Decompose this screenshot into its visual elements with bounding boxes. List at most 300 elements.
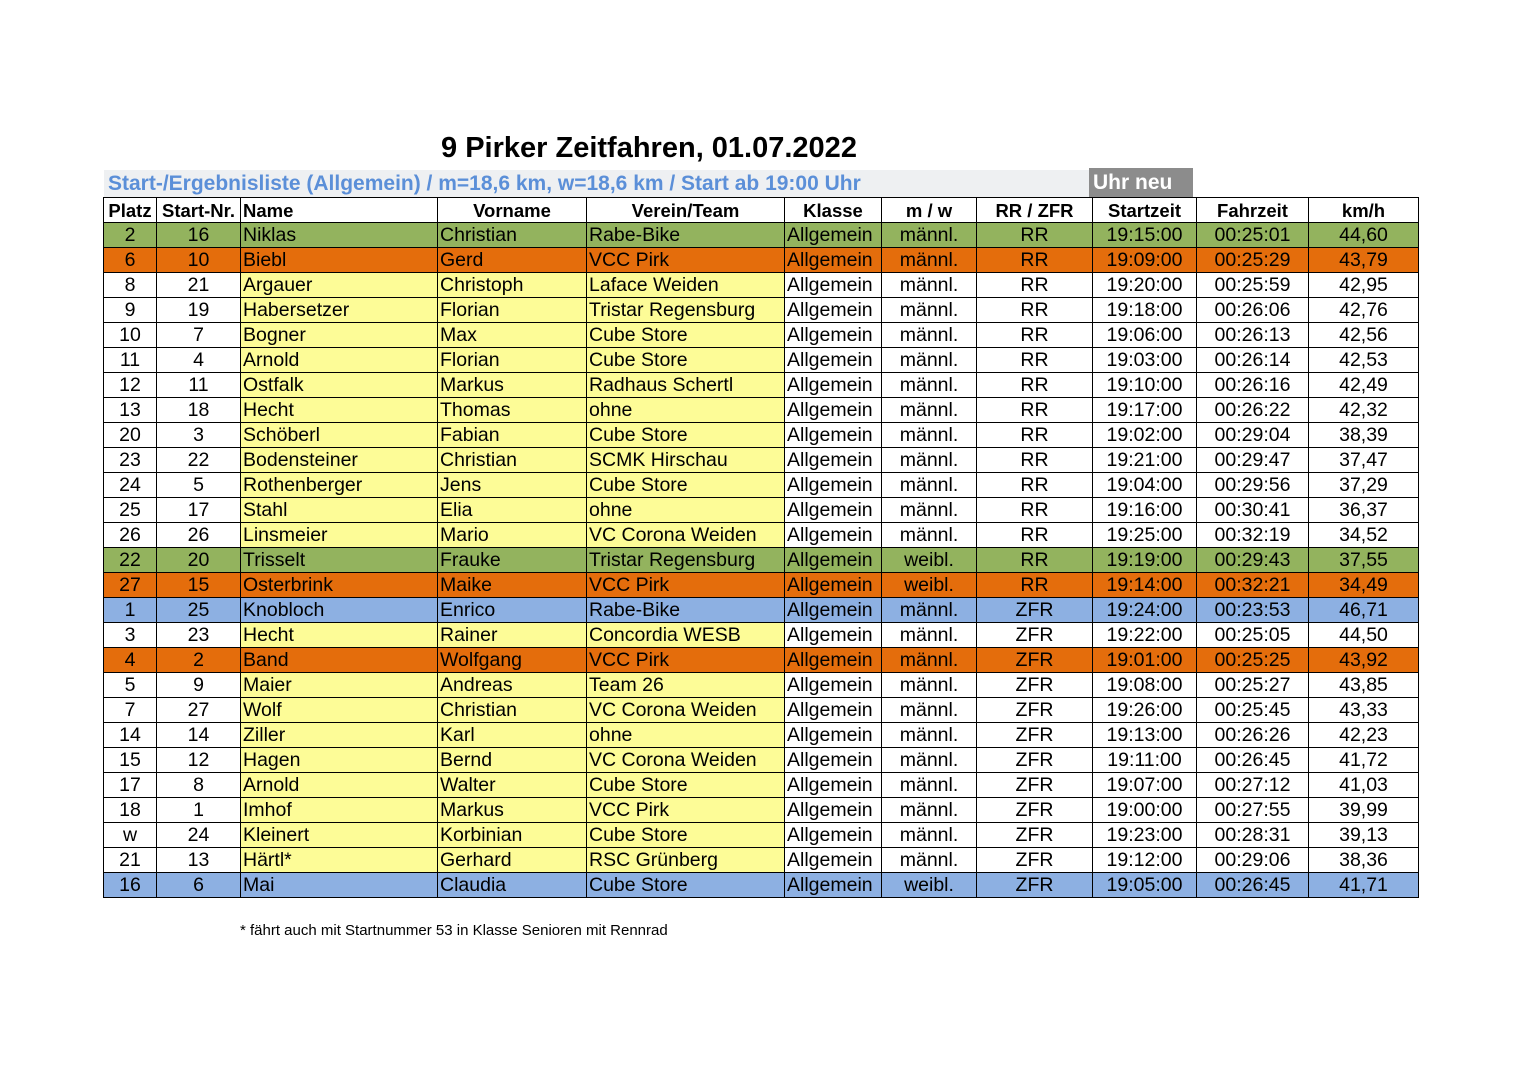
cell-start-nr: 21 <box>157 273 241 298</box>
table-row <box>104 748 1419 773</box>
cell-name: Wolf <box>241 698 438 723</box>
cell-verein-team: ohne <box>587 498 785 523</box>
cell-kmh: 43,79 <box>1309 248 1419 273</box>
cell-verein-team: Cube Store <box>587 773 785 798</box>
cell-fahrzeit: 00:25:29 <box>1197 248 1309 273</box>
cell-platz: 26 <box>104 523 157 548</box>
cell-kmh: 41,71 <box>1309 873 1419 898</box>
cell-rr-zfr: RR <box>977 423 1093 448</box>
cell-rr-zfr: ZFR <box>977 823 1093 848</box>
cell-name: Osterbrink <box>241 573 438 598</box>
cell-name: Bodensteiner <box>241 448 438 473</box>
cell-klasse: Allgemein <box>785 548 882 573</box>
cell-vorname: Maike <box>438 573 587 598</box>
cell-platz: 13 <box>104 398 157 423</box>
cell-start-nr: 12 <box>157 748 241 773</box>
table-row <box>104 598 1419 623</box>
cell-klasse: Allgemein <box>785 498 882 523</box>
cell-verein-team: Concordia WESB <box>587 623 785 648</box>
table-row <box>104 448 1419 473</box>
cell-gender: männl. <box>882 848 977 873</box>
cell-gender: männl. <box>882 698 977 723</box>
cell-verein-team: VCC Pirk <box>587 798 785 823</box>
cell-verein-team: Cube Store <box>587 323 785 348</box>
cell-kmh: 38,36 <box>1309 848 1419 873</box>
cell-fahrzeit: 00:32:21 <box>1197 573 1309 598</box>
cell-fahrzeit: 00:28:31 <box>1197 823 1309 848</box>
cell-vorname: Walter <box>438 773 587 798</box>
table-row <box>104 723 1419 748</box>
cell-vorname: Christian <box>438 223 587 248</box>
cell-gender: männl. <box>882 798 977 823</box>
cell-klasse: Allgemein <box>785 798 882 823</box>
cell-fahrzeit: 00:30:41 <box>1197 498 1309 523</box>
cell-vorname: Mario <box>438 523 587 548</box>
footnote: * fährt auch mit Startnummer 53 in Klasse Senioren mit Rennrad <box>240 922 668 939</box>
cell-gender: männl. <box>882 498 977 523</box>
cell-startzeit: 19:22:00 <box>1093 623 1197 648</box>
cell-startzeit: 19:23:00 <box>1093 823 1197 848</box>
column-header-startzeit: Startzeit <box>1093 198 1197 223</box>
cell-klasse: Allgemein <box>785 773 882 798</box>
cell-startzeit: 19:10:00 <box>1093 373 1197 398</box>
cell-start-nr: 1 <box>157 798 241 823</box>
cell-klasse: Allgemein <box>785 573 882 598</box>
table-row <box>104 848 1419 873</box>
cell-platz: 2 <box>104 223 157 248</box>
cell-gender: weibl. <box>882 873 977 898</box>
cell-klasse: Allgemein <box>785 423 882 448</box>
cell-platz: 23 <box>104 448 157 473</box>
cell-kmh: 39,13 <box>1309 823 1419 848</box>
table-row <box>104 798 1419 823</box>
cell-startzeit: 19:01:00 <box>1093 648 1197 673</box>
cell-start-nr: 9 <box>157 673 241 698</box>
cell-startzeit: 19:17:00 <box>1093 398 1197 423</box>
cell-startzeit: 19:02:00 <box>1093 423 1197 448</box>
cell-klasse: Allgemein <box>785 673 882 698</box>
cell-name: Maier <box>241 673 438 698</box>
cell-verein-team: VC Corona Weiden <box>587 523 785 548</box>
cell-verein-team: Rabe-Bike <box>587 223 785 248</box>
cell-kmh: 41,03 <box>1309 773 1419 798</box>
cell-rr-zfr: RR <box>977 473 1093 498</box>
cell-fahrzeit: 00:29:43 <box>1197 548 1309 573</box>
cell-vorname: Enrico <box>438 598 587 623</box>
list-subtitle: Start-/Ergebnisliste (Allgemein) / m=18,6 km, w=18,6 km / Start ab 19:00 Uhr <box>104 170 1089 197</box>
cell-vorname: Karl <box>438 723 587 748</box>
table-row <box>104 298 1419 323</box>
cell-gender: männl. <box>882 823 977 848</box>
cell-startzeit: 19:20:00 <box>1093 273 1197 298</box>
cell-name: Härtl* <box>241 848 438 873</box>
cell-fahrzeit: 00:26:45 <box>1197 873 1309 898</box>
cell-verein-team: VCC Pirk <box>587 648 785 673</box>
cell-name: Biebl <box>241 248 438 273</box>
column-header-kmh: km/h <box>1309 198 1419 223</box>
cell-name: Kleinert <box>241 823 438 848</box>
cell-start-nr: 7 <box>157 323 241 348</box>
cell-fahrzeit: 00:26:26 <box>1197 723 1309 748</box>
column-header-vorname: Vorname <box>438 198 587 223</box>
cell-fahrzeit: 00:32:19 <box>1197 523 1309 548</box>
cell-klasse: Allgemein <box>785 598 882 623</box>
cell-startzeit: 19:24:00 <box>1093 598 1197 623</box>
cell-kmh: 34,49 <box>1309 573 1419 598</box>
cell-verein-team: Cube Store <box>587 873 785 898</box>
cell-verein-team: Tristar Regensburg <box>587 298 785 323</box>
cell-verein-team: Tristar Regensburg <box>587 548 785 573</box>
cell-platz: 6 <box>104 248 157 273</box>
cell-klasse: Allgemein <box>785 698 882 723</box>
cell-rr-zfr: RR <box>977 223 1093 248</box>
cell-klasse: Allgemein <box>785 873 882 898</box>
cell-gender: männl. <box>882 673 977 698</box>
cell-name: Habersetzer <box>241 298 438 323</box>
cell-fahrzeit: 00:26:22 <box>1197 398 1309 423</box>
cell-gender: männl. <box>882 248 977 273</box>
cell-start-nr: 3 <box>157 423 241 448</box>
cell-kmh: 42,32 <box>1309 398 1419 423</box>
cell-name: Trisselt <box>241 548 438 573</box>
cell-rr-zfr: ZFR <box>977 698 1093 723</box>
cell-platz: 14 <box>104 723 157 748</box>
cell-vorname: Florian <box>438 298 587 323</box>
cell-start-nr: 20 <box>157 548 241 573</box>
cell-startzeit: 19:21:00 <box>1093 448 1197 473</box>
cell-rr-zfr: RR <box>977 373 1093 398</box>
cell-platz: 12 <box>104 373 157 398</box>
cell-startzeit: 19:19:00 <box>1093 548 1197 573</box>
table-row <box>104 398 1419 423</box>
cell-verein-team: Rabe-Bike <box>587 598 785 623</box>
cell-kmh: 46,71 <box>1309 598 1419 623</box>
cell-fahrzeit: 00:25:05 <box>1197 623 1309 648</box>
cell-kmh: 42,23 <box>1309 723 1419 748</box>
cell-platz: 24 <box>104 473 157 498</box>
table-row <box>104 248 1419 273</box>
cell-startzeit: 19:26:00 <box>1093 698 1197 723</box>
cell-start-nr: 17 <box>157 498 241 523</box>
table-row <box>104 698 1419 723</box>
cell-gender: männl. <box>882 773 977 798</box>
cell-rr-zfr: ZFR <box>977 873 1093 898</box>
cell-name: Stahl <box>241 498 438 523</box>
column-header-gender: m / w <box>882 198 977 223</box>
cell-platz: 11 <box>104 348 157 373</box>
cell-startzeit: 19:08:00 <box>1093 673 1197 698</box>
cell-name: Arnold <box>241 773 438 798</box>
cell-gender: männl. <box>882 273 977 298</box>
cell-platz: 25 <box>104 498 157 523</box>
cell-fahrzeit: 00:25:45 <box>1197 698 1309 723</box>
cell-name: Argauer <box>241 273 438 298</box>
table-row <box>104 423 1419 448</box>
cell-klasse: Allgemein <box>785 298 882 323</box>
cell-rr-zfr: ZFR <box>977 723 1093 748</box>
cell-gender: männl. <box>882 448 977 473</box>
cell-platz: 1 <box>104 598 157 623</box>
cell-gender: männl. <box>882 598 977 623</box>
table-row <box>104 223 1419 248</box>
cell-platz: 17 <box>104 773 157 798</box>
cell-startzeit: 19:16:00 <box>1093 498 1197 523</box>
table-row <box>104 323 1419 348</box>
cell-klasse: Allgemein <box>785 723 882 748</box>
cell-platz: 8 <box>104 273 157 298</box>
cell-klasse: Allgemein <box>785 523 882 548</box>
cell-fahrzeit: 00:29:04 <box>1197 423 1309 448</box>
cell-gender: männl. <box>882 398 977 423</box>
cell-rr-zfr: RR <box>977 298 1093 323</box>
cell-platz: w <box>104 823 157 848</box>
cell-gender: männl. <box>882 323 977 348</box>
table-row <box>104 498 1419 523</box>
cell-rr-zfr: ZFR <box>977 673 1093 698</box>
table-row <box>104 473 1419 498</box>
cell-kmh: 42,95 <box>1309 273 1419 298</box>
cell-gender: männl. <box>882 748 977 773</box>
cell-platz: 7 <box>104 698 157 723</box>
cell-fahrzeit: 00:23:53 <box>1197 598 1309 623</box>
cell-vorname: Andreas <box>438 673 587 698</box>
cell-fahrzeit: 00:27:12 <box>1197 773 1309 798</box>
cell-rr-zfr: RR <box>977 573 1093 598</box>
cell-platz: 3 <box>104 623 157 648</box>
cell-startzeit: 19:03:00 <box>1093 348 1197 373</box>
table-row <box>104 573 1419 598</box>
cell-verein-team: SCMK Hirschau <box>587 448 785 473</box>
cell-klasse: Allgemein <box>785 473 882 498</box>
cell-start-nr: 5 <box>157 473 241 498</box>
cell-klasse: Allgemein <box>785 648 882 673</box>
cell-name: Rothenberger <box>241 473 438 498</box>
cell-rr-zfr: ZFR <box>977 798 1093 823</box>
cell-verein-team: VC Corona Weiden <box>587 748 785 773</box>
table-row <box>104 773 1419 798</box>
table-row <box>104 523 1419 548</box>
cell-kmh: 37,47 <box>1309 448 1419 473</box>
column-header-start-nr: Start-Nr. <box>157 198 241 223</box>
cell-rr-zfr: ZFR <box>977 848 1093 873</box>
cell-vorname: Florian <box>438 348 587 373</box>
cell-vorname: Gerd <box>438 248 587 273</box>
cell-rr-zfr: RR <box>977 273 1093 298</box>
cell-name: Niklas <box>241 223 438 248</box>
cell-rr-zfr: RR <box>977 498 1093 523</box>
cell-start-nr: 22 <box>157 448 241 473</box>
cell-startzeit: 19:14:00 <box>1093 573 1197 598</box>
cell-rr-zfr: RR <box>977 398 1093 423</box>
cell-rr-zfr: ZFR <box>977 748 1093 773</box>
cell-startzeit: 19:13:00 <box>1093 723 1197 748</box>
cell-kmh: 43,85 <box>1309 673 1419 698</box>
cell-fahrzeit: 00:29:56 <box>1197 473 1309 498</box>
cell-name: Schöberl <box>241 423 438 448</box>
cell-startzeit: 19:04:00 <box>1093 473 1197 498</box>
cell-rr-zfr: RR <box>977 323 1093 348</box>
cell-kmh: 38,39 <box>1309 423 1419 448</box>
cell-kmh: 37,55 <box>1309 548 1419 573</box>
cell-platz: 22 <box>104 548 157 573</box>
cell-start-nr: 2 <box>157 648 241 673</box>
cell-startzeit: 19:07:00 <box>1093 773 1197 798</box>
cell-fahrzeit: 00:25:25 <box>1197 648 1309 673</box>
cell-fahrzeit: 00:25:01 <box>1197 223 1309 248</box>
cell-fahrzeit: 00:25:59 <box>1197 273 1309 298</box>
cell-platz: 15 <box>104 748 157 773</box>
table-header-row <box>104 198 1419 223</box>
cell-klasse: Allgemein <box>785 748 882 773</box>
cell-gender: männl. <box>882 373 977 398</box>
cell-rr-zfr: ZFR <box>977 773 1093 798</box>
cell-gender: männl. <box>882 523 977 548</box>
cell-vorname: Fabian <box>438 423 587 448</box>
column-header-name: Name <box>241 198 438 223</box>
cell-startzeit: 19:00:00 <box>1093 798 1197 823</box>
column-header-rr-zfr: RR / ZFR <box>977 198 1093 223</box>
table-row <box>104 873 1419 898</box>
cell-klasse: Allgemein <box>785 223 882 248</box>
cell-name: Ziller <box>241 723 438 748</box>
cell-rr-zfr: RR <box>977 523 1093 548</box>
cell-startzeit: 19:25:00 <box>1093 523 1197 548</box>
cell-vorname: Christian <box>438 698 587 723</box>
column-header-verein-team: Verein/Team <box>587 198 785 223</box>
cell-rr-zfr: RR <box>977 348 1093 373</box>
table-row <box>104 348 1419 373</box>
cell-start-nr: 18 <box>157 398 241 423</box>
cell-platz: 21 <box>104 848 157 873</box>
cell-name: Imhof <box>241 798 438 823</box>
cell-kmh: 44,60 <box>1309 223 1419 248</box>
table-row <box>104 273 1419 298</box>
cell-kmh: 42,53 <box>1309 348 1419 373</box>
cell-fahrzeit: 00:26:13 <box>1197 323 1309 348</box>
cell-gender: männl. <box>882 298 977 323</box>
cell-gender: männl. <box>882 348 977 373</box>
cell-gender: männl. <box>882 473 977 498</box>
page-title: 9 Pirker Zeitfahren, 01.07.2022 <box>441 132 857 164</box>
cell-vorname: Jens <box>438 473 587 498</box>
cell-gender: weibl. <box>882 548 977 573</box>
cell-vorname: Frauke <box>438 548 587 573</box>
cell-startzeit: 19:06:00 <box>1093 323 1197 348</box>
cell-platz: 27 <box>104 573 157 598</box>
cell-vorname: Rainer <box>438 623 587 648</box>
cell-rr-zfr: ZFR <box>977 598 1093 623</box>
cell-name: Mai <box>241 873 438 898</box>
cell-start-nr: 19 <box>157 298 241 323</box>
cell-vorname: Korbinian <box>438 823 587 848</box>
table-row <box>104 548 1419 573</box>
cell-vorname: Thomas <box>438 398 587 423</box>
cell-kmh: 34,52 <box>1309 523 1419 548</box>
cell-gender: männl. <box>882 648 977 673</box>
cell-start-nr: 8 <box>157 773 241 798</box>
cell-vorname: Gerhard <box>438 848 587 873</box>
table-row <box>104 373 1419 398</box>
cell-klasse: Allgemein <box>785 448 882 473</box>
cell-verein-team: Cube Store <box>587 423 785 448</box>
cell-start-nr: 27 <box>157 698 241 723</box>
column-header-klasse: Klasse <box>785 198 882 223</box>
table-row <box>104 673 1419 698</box>
table-body <box>104 223 1419 898</box>
cell-fahrzeit: 00:26:14 <box>1197 348 1309 373</box>
cell-klasse: Allgemein <box>785 373 882 398</box>
cell-startzeit: 19:11:00 <box>1093 748 1197 773</box>
cell-kmh: 41,72 <box>1309 748 1419 773</box>
cell-kmh: 37,29 <box>1309 473 1419 498</box>
cell-startzeit: 19:05:00 <box>1093 873 1197 898</box>
cell-kmh: 39,99 <box>1309 798 1419 823</box>
cell-start-nr: 24 <box>157 823 241 848</box>
cell-start-nr: 14 <box>157 723 241 748</box>
cell-kmh: 43,33 <box>1309 698 1419 723</box>
cell-start-nr: 16 <box>157 223 241 248</box>
cell-kmh: 36,37 <box>1309 498 1419 523</box>
cell-vorname: Christoph <box>438 273 587 298</box>
cell-platz: 5 <box>104 673 157 698</box>
cell-fahrzeit: 00:25:27 <box>1197 673 1309 698</box>
cell-gender: männl. <box>882 223 977 248</box>
cell-start-nr: 6 <box>157 873 241 898</box>
cell-vorname: Markus <box>438 373 587 398</box>
cell-name: Hecht <box>241 398 438 423</box>
cell-platz: 9 <box>104 298 157 323</box>
cell-start-nr: 15 <box>157 573 241 598</box>
cell-kmh: 43,92 <box>1309 648 1419 673</box>
cell-vorname: Christian <box>438 448 587 473</box>
cell-gender: weibl. <box>882 573 977 598</box>
cell-rr-zfr: RR <box>977 548 1093 573</box>
cell-fahrzeit: 00:26:45 <box>1197 748 1309 773</box>
cell-vorname: Bernd <box>438 748 587 773</box>
cell-rr-zfr: RR <box>977 248 1093 273</box>
cell-kmh: 44,50 <box>1309 623 1419 648</box>
cell-verein-team: VC Corona Weiden <box>587 698 785 723</box>
cell-name: Bogner <box>241 323 438 348</box>
cell-platz: 4 <box>104 648 157 673</box>
cell-name: Hecht <box>241 623 438 648</box>
clock-badge: Uhr neu <box>1089 168 1193 197</box>
cell-klasse: Allgemein <box>785 398 882 423</box>
cell-start-nr: 4 <box>157 348 241 373</box>
cell-verein-team: ohne <box>587 398 785 423</box>
cell-vorname: Max <box>438 323 587 348</box>
cell-platz: 10 <box>104 323 157 348</box>
cell-verein-team: RSC Grünberg <box>587 848 785 873</box>
cell-vorname: Elia <box>438 498 587 523</box>
cell-klasse: Allgemein <box>785 248 882 273</box>
table-row <box>104 648 1419 673</box>
cell-klasse: Allgemein <box>785 623 882 648</box>
column-header-fahrzeit: Fahrzeit <box>1197 198 1309 223</box>
cell-verein-team: Laface Weiden <box>587 273 785 298</box>
cell-name: Ostfalk <box>241 373 438 398</box>
cell-kmh: 42,56 <box>1309 323 1419 348</box>
cell-gender: männl. <box>882 623 977 648</box>
cell-verein-team: Team 26 <box>587 673 785 698</box>
cell-name: Linsmeier <box>241 523 438 548</box>
cell-vorname: Wolfgang <box>438 648 587 673</box>
cell-fahrzeit: 00:27:55 <box>1197 798 1309 823</box>
cell-rr-zfr: ZFR <box>977 623 1093 648</box>
cell-start-nr: 25 <box>157 598 241 623</box>
cell-gender: männl. <box>882 423 977 448</box>
cell-startzeit: 19:15:00 <box>1093 223 1197 248</box>
